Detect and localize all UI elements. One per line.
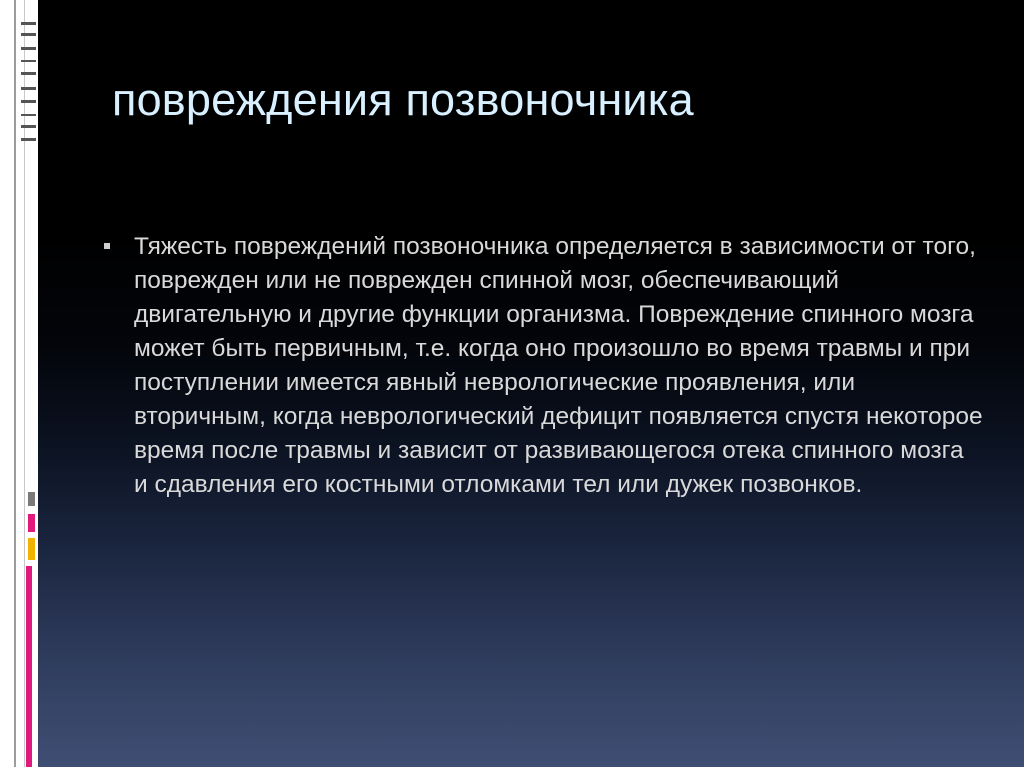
slide-title: повреждения позвоночника	[112, 74, 694, 125]
bullet-item	[104, 230, 984, 502]
decorative-bar	[21, 33, 36, 36]
decorative-bar	[21, 87, 36, 90]
decorative-side-strip	[0, 0, 38, 767]
decorative-bar	[21, 114, 36, 116]
decorative-bar	[21, 47, 36, 50]
decorative-bar	[21, 125, 36, 128]
decorative-rule	[14, 0, 16, 767]
decorative-bar	[21, 100, 36, 103]
decorative-bar	[21, 60, 36, 62]
decorative-accent	[28, 492, 35, 506]
decorative-accent	[26, 566, 32, 767]
bullet-list	[104, 230, 984, 502]
bullet-text: Тяжесть повреждений позвоночника определяется в зависимости от того, поврежден или не поврежден спинной мозг, обеспечивающий двигательную и другие функции организма. Повреждение спинного мозга может быть первичным, т.е. когда оно произошло во время травмы и при поступлении имеется явный неврологические проявления, или вторичным, когда неврологический дефицит появляется спустя некоторое время после травмы и зависит от развивающегося отека спинного мозга и сдавления его костными отломками тел или дужек позвонков.	[134, 233, 983, 498]
square-bullet-icon	[104, 243, 110, 249]
slide-canvas	[38, 0, 1024, 767]
decorative-bar	[21, 72, 36, 75]
decorative-bar	[21, 22, 36, 25]
decorative-accent	[28, 514, 35, 532]
decorative-accent	[28, 538, 35, 560]
decorative-bar	[21, 138, 36, 141]
